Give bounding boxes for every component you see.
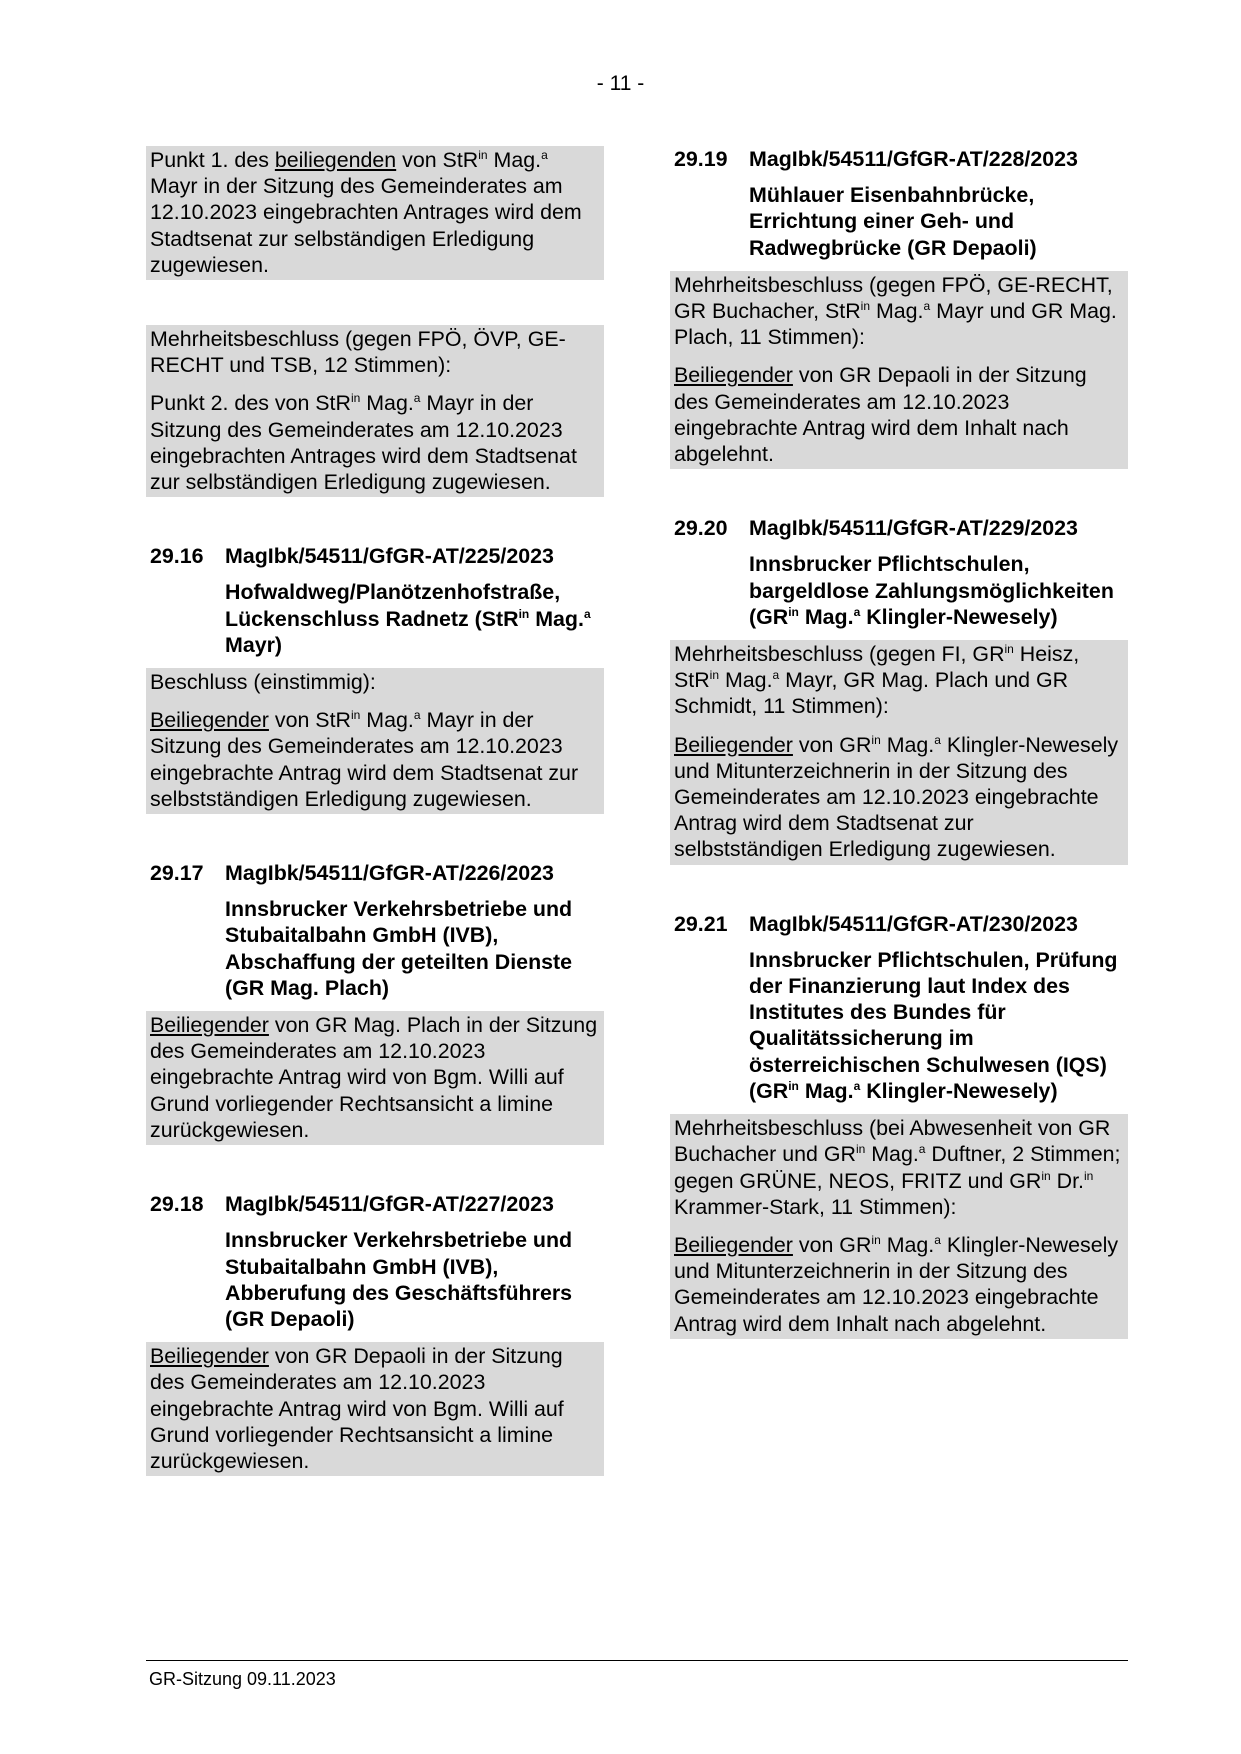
page-number: - 11 - — [596, 72, 645, 95]
resolution-text: Punkt 1. des beiliegenden von StR$^{in}$ Mag.$^a$ Mayr in der Sitzung des Gemeinderates am 12.10.2023 eingebrachten Antrages wird dem Stadtsenat zur selbständigen Erledigung zugewiesen. — [150, 147, 582, 277]
agenda-item-29-20 — [670, 515, 1128, 630]
item-title: Innsbrucker Verkehrsbetriebe und Stubaitalbahn GmbH (IVB), Abberufung des Geschäftsführers (GR Depaoli) — [225, 1228, 573, 1331]
item-title: Hofwaldweg/Planötzenhofstraße, Lückenschluss Radnetz (StR$^{in}$ Mag.$^a$ Mayr) — [225, 580, 591, 657]
item-number: 29.16 — [150, 544, 204, 569]
item-number: 29.21 — [674, 911, 728, 936]
agenda-item-29-19 — [670, 146, 1128, 261]
agenda-item-29-16 — [146, 543, 604, 658]
resolution-block-29-19 — [670, 271, 1128, 469]
resolution-block-29-18 — [146, 1342, 604, 1476]
left-column — [146, 146, 604, 1476]
resolution-text: Punkt 2. des von StR$^{in}$ Mag.$^a$ Mayr in der Sitzung des Gemeinderates am 12.10.2023 eingebrachten Antrages wird dem Stadtsenat zur selbständigen Erledigung zugewiesen. — [150, 391, 577, 495]
resolution-block-29-21 — [670, 1114, 1128, 1339]
resolution-text: Beiliegender von $GR^{in}$ Mag.$^a$ Klingler-Newesely und Mitunterzeichnerin in der Sitzung des Gemeinderates am 12.10.2023 eingebrachte Antrag wird dem Stadtsenat zur selbstständigen Erledigung zugewiesen. — [674, 732, 1119, 862]
item-reference: MagIbk/54511/GfGR-AT/230/2023 — [749, 911, 1078, 936]
footer-text: GR-Sitzung 09.11.2023 — [149, 1669, 336, 1689]
resolution-block-29-20 — [670, 640, 1128, 865]
item-reference: MagIbk/54511/GfGR-AT/228/2023 — [749, 147, 1078, 171]
footer-divider — [146, 1660, 1128, 1661]
item-reference: MagIbk/54511/GfGR-AT/227/2023 — [225, 1192, 554, 1217]
agenda-item-29-21 — [670, 911, 1128, 1104]
item-title: Innsbrucker Verkehrsbetriebe und Stubaitalbahn GmbH (IVB), Abschaffung der geteilten Dienste (GR Mag. Plach) — [225, 897, 573, 1000]
item-number: 29.17 — [150, 861, 204, 886]
resolution-block-29-17 — [146, 1011, 604, 1145]
item-reference: MagIbk/54511/GfGR-AT/229/2023 — [749, 516, 1078, 541]
decision-text: Mehrheitsbeschluss (gegen FPÖ, GE-RECHT, GR Buchacher, StR$^{in}$ Mag.$^a$ Mayr und GR Mag. Plach, 11 Stimmen): — [674, 272, 1117, 350]
item-title: Innsbrucker Pflichtschulen, bargeldlose Zahlungsmöglichkeiten ($GR^{in}$ Mag.$^a$ Klingler-Newesely) — [749, 552, 1114, 629]
item-number: 29.18 — [150, 1192, 204, 1217]
right-column — [670, 146, 1128, 1339]
decision-text: Mehrheitsbeschluss (gegen FI, $GR^{in}$ Heisz, StR$^{in}$ Mag.$^a$ Mayr, GR Mag. Plach und GR Schmidt, 11 Stimmen): — [674, 641, 1080, 719]
resolution-text: Beiliegender von StR$^{in}$ Mag.$^a$ Mayr in der Sitzung des Gemeinderates am 12.10.2023 eingebrachte Antrag wird dem Stadtsenat zur selbstständigen Erledigung zugewiesen. — [150, 708, 579, 811]
resolution-text: Beiliegender von GR Depaoli in der Sitzung des Gemeinderates am 12.10.2023 eingebrachte Antrag wird von Bgm. Willi auf Grund vorliegender Rechtsansicht a limine zurückgewiesen. — [150, 1344, 564, 1473]
resolution-text: Beiliegender von GR Mag. Plach in der Sitzung des Gemeinderates am 12.10.2023 eingebrachte Antrag wird von Bgm. Willi auf Grund vorliegender Rechtsansicht a limine zurückgewiesen. — [150, 1013, 598, 1142]
agenda-item-29-18 — [146, 1191, 604, 1332]
item-number: 29.19 — [674, 147, 728, 171]
resolution-block-point2 — [146, 325, 604, 497]
resolution-text: Beiliegender von GR Depaoli in der Sitzung des Gemeinderates am 12.10.2023 eingebrachte Antrag wird dem Inhalt nach abgelehnt. — [674, 363, 1087, 467]
agenda-item-29-17 — [146, 860, 604, 1001]
item-reference: MagIbk/54511/GfGR-AT/225/2023 — [225, 544, 554, 569]
resolution-text: Beiliegender von $GR^{in}$ Mag.$^a$ Klingler-Newesely und Mitunterzeichnerin in der Sitzung des Gemeinderates am 12.10.2023 eingebrachte Antrag wird dem Inhalt nach abgelehnt. — [674, 1232, 1119, 1336]
item-reference: MagIbk/54511/GfGR-AT/226/2023 — [225, 861, 554, 886]
decision-text: Mehrheitsbeschluss (bei Abwesenheit von GR Buchacher und $GR^{in}$ Mag.$^a$ Duftner, 2 Stimmen; gegen GRÜNE, NEOS, FRITZ und $GR^{in}$ Dr.$^{in}$ Krammer-Stark, 11 Stimmen): — [674, 1116, 1121, 1219]
resolution-block-29-16 — [146, 668, 604, 814]
decision-text: Beschluss (einstimmig): — [150, 670, 376, 695]
item-title: Mühlauer Eisenbahnbrücke, Errichtung einer Geh- und Radwegbrücke (GR Depaoli) — [749, 183, 1037, 260]
resolution-block-point1 — [146, 146, 604, 280]
item-title: Innsbrucker Pflichtschulen, Prüfung der Finanzierung laut Index des Institutes des Bundes für Qualitätssicherung im österreichischen Schulwesen (IQS) ($GR^{in}$ Mag.$^a$ Klingler-Newesely) — [749, 947, 1118, 1103]
item-number: 29.20 — [674, 516, 728, 541]
decision-text: Mehrheitsbeschluss (gegen FPÖ, ÖVP, GE-RECHT und TSB, 12 Stimmen): — [150, 327, 566, 378]
